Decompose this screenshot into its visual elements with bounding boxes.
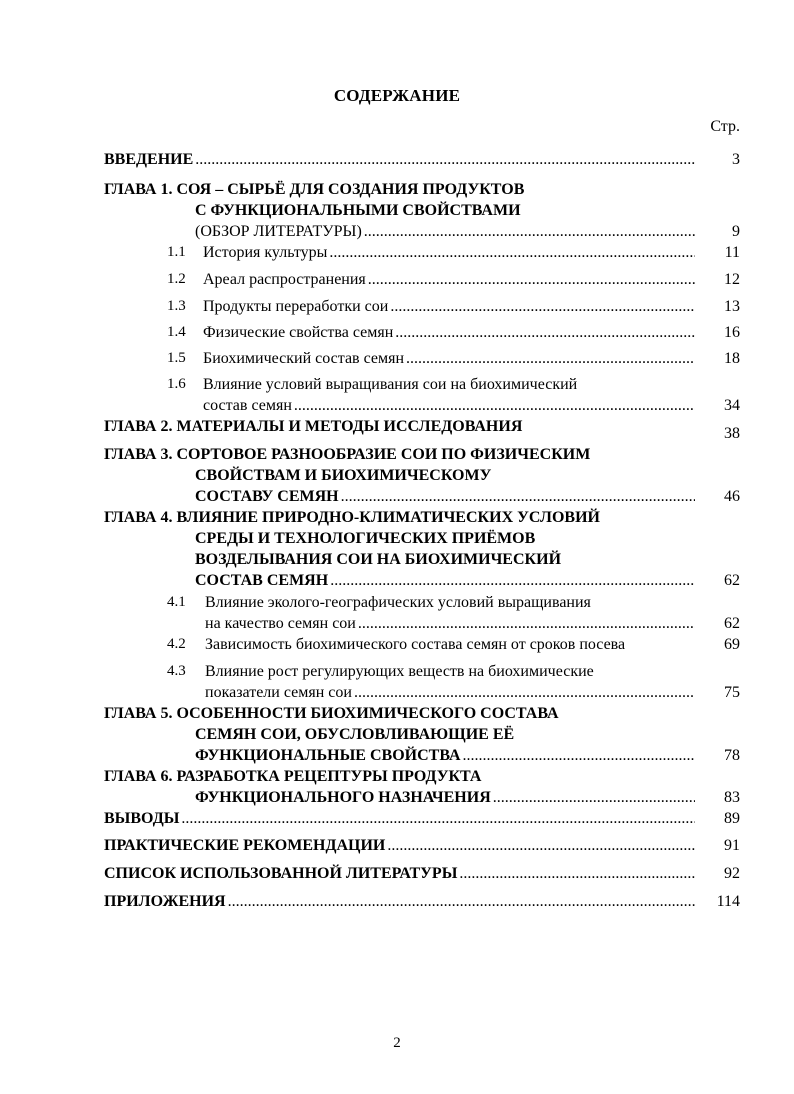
section-number: 1.1 bbox=[167, 244, 186, 260]
toc-page-number: 89 bbox=[724, 810, 740, 827]
toc-page-number: 38 bbox=[724, 425, 740, 442]
page-column-header: Стр. bbox=[710, 118, 740, 135]
toc-entry-conclusions[interactable]: ВЫВОДЫ ..... bbox=[104, 808, 695, 829]
toc-page-number: 34 bbox=[724, 397, 740, 414]
toc-entry-section-4-3[interactable]: Влияние рост регулирующих веществ на биохимические показатели семян сои ..... bbox=[104, 661, 695, 703]
toc-page-number: 114 bbox=[716, 893, 740, 910]
toc-page-number: 75 bbox=[724, 684, 740, 701]
page-title: СОДЕРЖАНИЕ bbox=[333, 86, 461, 105]
toc-entry-section-1-4[interactable]: Физические свойства семян ..... bbox=[104, 322, 695, 343]
section-number: 1.4 bbox=[167, 324, 186, 340]
footer-page-number: 2 bbox=[393, 1035, 401, 1051]
toc-entry-chapter-4[interactable]: ГЛАВА 4. ВЛИЯНИЕ ПРИРОДНО-КЛИМАТИЧЕСКИХ УСЛОВИЙ СРЕДЫ И ТЕХНОЛОГИЧЕСКИХ ПРИЁМОВ ВОЗДЕЛЫВАНИЯ СОИ НА БИОХИМИЧЕСКИЙ СОСТАВ СЕМЯН ..... bbox=[104, 507, 695, 591]
toc-entry-references[interactable]: СПИСОК ИСПОЛЬЗОВАННОЙ ЛИТЕРАТУРЫ ..... bbox=[104, 863, 695, 884]
toc-page-number: 92 bbox=[724, 865, 740, 882]
toc-page-number: 78 bbox=[724, 747, 740, 764]
toc-entry-section-4-2[interactable]: Зависимость биохимического состава семян от сроков посева bbox=[205, 636, 626, 653]
toc-entry-appendices[interactable]: ПРИЛОЖЕНИЯ ..... bbox=[104, 891, 695, 912]
section-number: 4.1 bbox=[167, 594, 186, 610]
toc-page-number: 83 bbox=[724, 789, 740, 806]
toc-page-number: 9 bbox=[732, 223, 740, 240]
toc-entry-section-1-2[interactable]: Ареал распространения ..... bbox=[104, 269, 695, 290]
toc-page-number: 62 bbox=[724, 615, 740, 632]
section-number: 4.3 bbox=[167, 663, 186, 679]
toc-page-number: 62 bbox=[724, 572, 740, 589]
toc-entry-section-1-6[interactable]: Влияние условий выращивания сои на биохимический состав семян ..... bbox=[104, 374, 695, 416]
toc-page-number: 16 bbox=[724, 324, 740, 341]
toc-page-number: 3 bbox=[732, 151, 740, 168]
toc-entry-recommendations[interactable]: ПРАКТИЧЕСКИЕ РЕКОМЕНДАЦИИ ..... bbox=[104, 835, 695, 856]
toc-entry-chapter-6[interactable]: ГЛАВА 6. РАЗРАБОТКА РЕЦЕПТУРЫ ПРОДУКТА ФУНКЦИОНАЛЬНОГО НАЗНАЧЕНИЯ ..... bbox=[104, 766, 695, 808]
section-number: 1.2 bbox=[167, 271, 186, 287]
toc-entry-section-1-5[interactable]: Биохимический состав семян ..... bbox=[104, 348, 695, 369]
toc-page-number: 12 bbox=[724, 271, 740, 288]
toc-page-number: 11 bbox=[724, 244, 740, 261]
toc-entry-chapter-3[interactable]: ГЛАВА 3. СОРТОВОЕ РАЗНООБРАЗИЕ СОИ ПО ФИЗИЧЕСКИМ СВОЙСТВАМ И БИОХИМИЧЕСКОМУ СОСТАВУ СЕМЯН ..... bbox=[104, 444, 695, 507]
toc-page-number: 13 bbox=[724, 298, 740, 315]
toc-entry-section-1-3[interactable]: Продукты переработки сои ..... bbox=[104, 296, 695, 317]
toc-entry-chapter-1[interactable]: ГЛАВА 1. СОЯ – СЫРЬЁ ДЛЯ СОЗДАНИЯ ПРОДУКТОВ С ФУНКЦИОНАЛЬНЫМИ СВОЙСТВАМИ (ОБЗОР ЛИТЕРАТУРЫ) ..... bbox=[104, 179, 695, 242]
toc-entry-chapter-5[interactable]: ГЛАВА 5. ОСОБЕННОСТИ БИОХИМИЧЕСКОГО СОСТАВА СЕМЯН СОИ, ОБУСЛОВЛИВАЮЩИЕ ЕЁ ФУНКЦИОНАЛЬНЫЕ СВОЙСТВА ..... bbox=[104, 703, 695, 766]
section-number: 1.3 bbox=[167, 298, 186, 314]
section-number: 1.5 bbox=[167, 350, 186, 366]
toc-page-number: 18 bbox=[724, 350, 740, 367]
toc-page-number: 91 bbox=[724, 837, 740, 854]
toc-page-number: 69 bbox=[724, 636, 740, 653]
toc-entry-section-4-1[interactable]: Влияние эколого-географических условий выращивания на качество семян сои ..... bbox=[104, 592, 695, 634]
toc-page-number: 46 bbox=[724, 488, 740, 505]
toc-entry-introduction[interactable]: ВВЕДЕНИЕ ..... bbox=[104, 149, 695, 170]
section-number: 4.2 bbox=[167, 636, 186, 652]
section-number: 1.6 bbox=[167, 376, 186, 392]
toc-entry-chapter-2[interactable]: ГЛАВА 2. МАТЕРИАЛЫ И МЕТОДЫ ИССЛЕДОВАНИЯ bbox=[104, 418, 523, 435]
toc-entry-section-1-1[interactable]: История культуры ..... bbox=[104, 242, 695, 263]
